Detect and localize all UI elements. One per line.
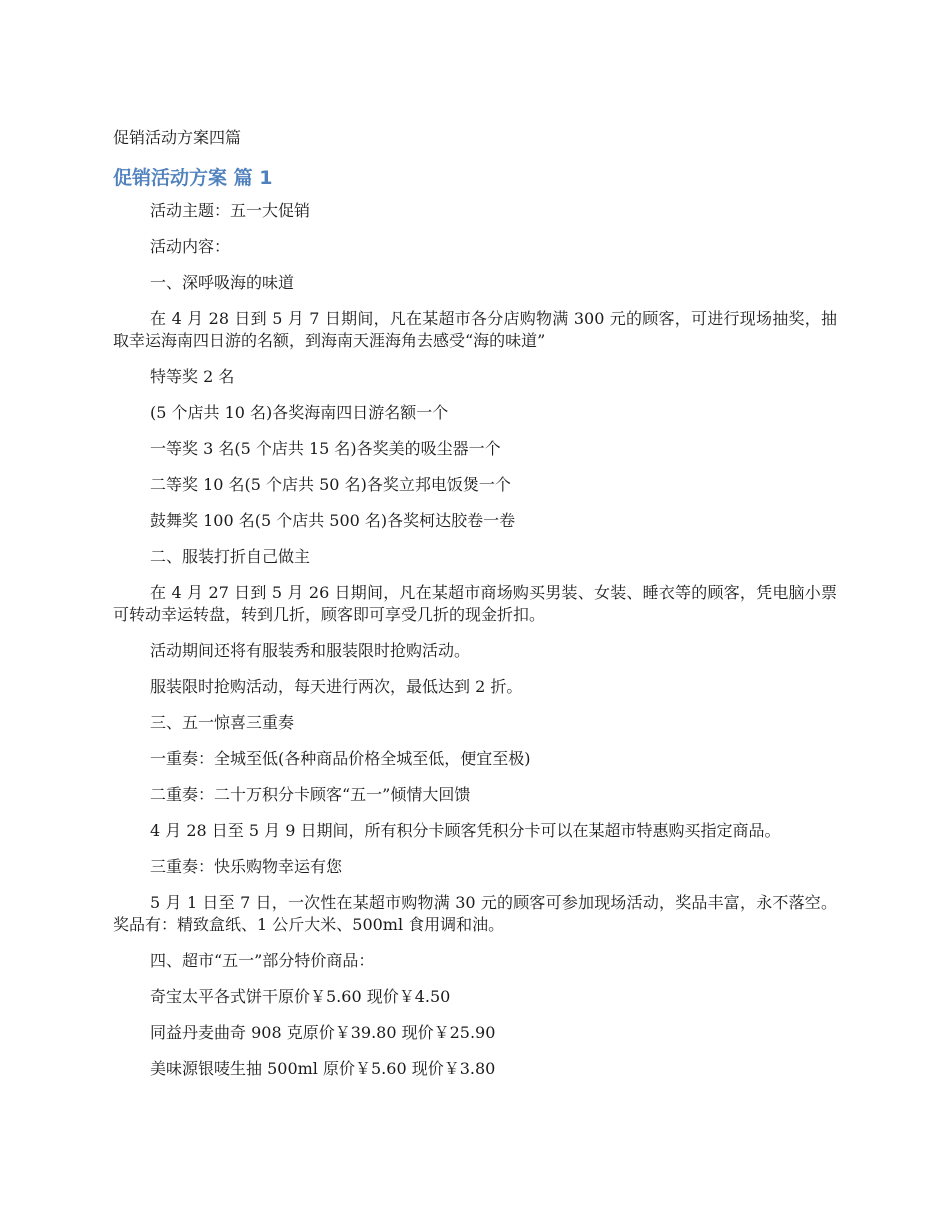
paragraph-part-3-title: 三、五一惊喜三重奏 (150, 713, 295, 732)
paragraph-movement-1: 一重奏：全城至低(各种商品价格全城至低，便宜至极) (150, 749, 531, 768)
paragraph-part-1-desc: 在 4 月 28 日到 5 月 7 日期间，凡在某超市各分店购物满 300 元的顾客，可进行现场抽奖，抽取幸运海南四日游的名额，到海南天涯海角去感受“海的味道” (113, 309, 837, 350)
paragraph-part-1-title: 一、深呼吸海的味道 (150, 273, 295, 292)
paragraph-grand-prize: 特等奖 2 名 (150, 367, 235, 386)
paragraph-movement-3-desc: 5 月 1 日至 7 日，一次性在某超市购物满 30 元的顾客可参加现场活动，奖品丰富，永不落空。奖品有：精致盒纸、1 公斤大米、500ml 食用调和油。 (113, 893, 837, 934)
paragraph-movement-2-desc: 4 月 28 日至 5 月 9 日期间，所有积分卡顾客凭积分卡可以在某超市特惠购买指定商品。 (150, 821, 781, 840)
section-heading: 促销活动方案 篇 1 (113, 167, 273, 189)
paragraph-fashion-show: 活动期间还将有服装秀和服装限时抢购活动。 (150, 641, 471, 660)
paragraph-product-1: 奇宝太平各式饼干原价￥5.60 现价￥4.50 (150, 987, 451, 1006)
paragraph-second-prize: 二等奖 10 名(5 个店共 50 名)各奖立邦电饭煲一个 (150, 475, 511, 494)
paragraph-theme: 活动主题：五一大促销 (150, 201, 311, 220)
paragraph-product-2: 同益丹麦曲奇 908 克原价￥39.80 现价￥25.90 (150, 1023, 496, 1042)
paragraph-first-prize: 一等奖 3 名(5 个店共 15 名)各奖美的吸尘器一个 (150, 439, 501, 458)
paragraph-part-2-title: 二、服装打折自己做主 (150, 547, 311, 566)
paragraph-part-2-desc: 在 4 月 27 日到 5 月 26 日期间，凡在某超市商场购买男装、女装、睡衣等的顾客，凭电脑小票可转动幸运转盘，转到几折，顾客即可享受几折的现金折扣。 (113, 583, 837, 624)
paragraph-content-label: 活动内容： (150, 237, 231, 256)
paragraph-product-3: 美味源银唛生抽 500ml 原价￥5.60 现价￥3.80 (150, 1059, 496, 1078)
paragraph-movement-3: 三重奏：快乐购物幸运有您 (150, 857, 343, 876)
document-body (113, 200, 837, 1094)
paragraph-grand-prize-detail: (5 个店共 10 名)各奖海南四日游名额一个 (150, 403, 449, 422)
paragraph-encouragement-prize: 鼓舞奖 100 名(5 个店共 500 名)各奖柯达胶卷一卷 (150, 511, 516, 530)
paragraph-part-4-title: 四、超市“五一”部分特价商品： (150, 951, 375, 970)
paragraph-flash-sale: 服装限时抢购活动，每天进行两次，最低达到 2 折。 (150, 677, 523, 696)
document-title: 促销活动方案四篇 (113, 128, 242, 147)
paragraph-movement-2: 二重奏：二十万积分卡顾客“五一”倾情大回馈 (150, 785, 471, 804)
